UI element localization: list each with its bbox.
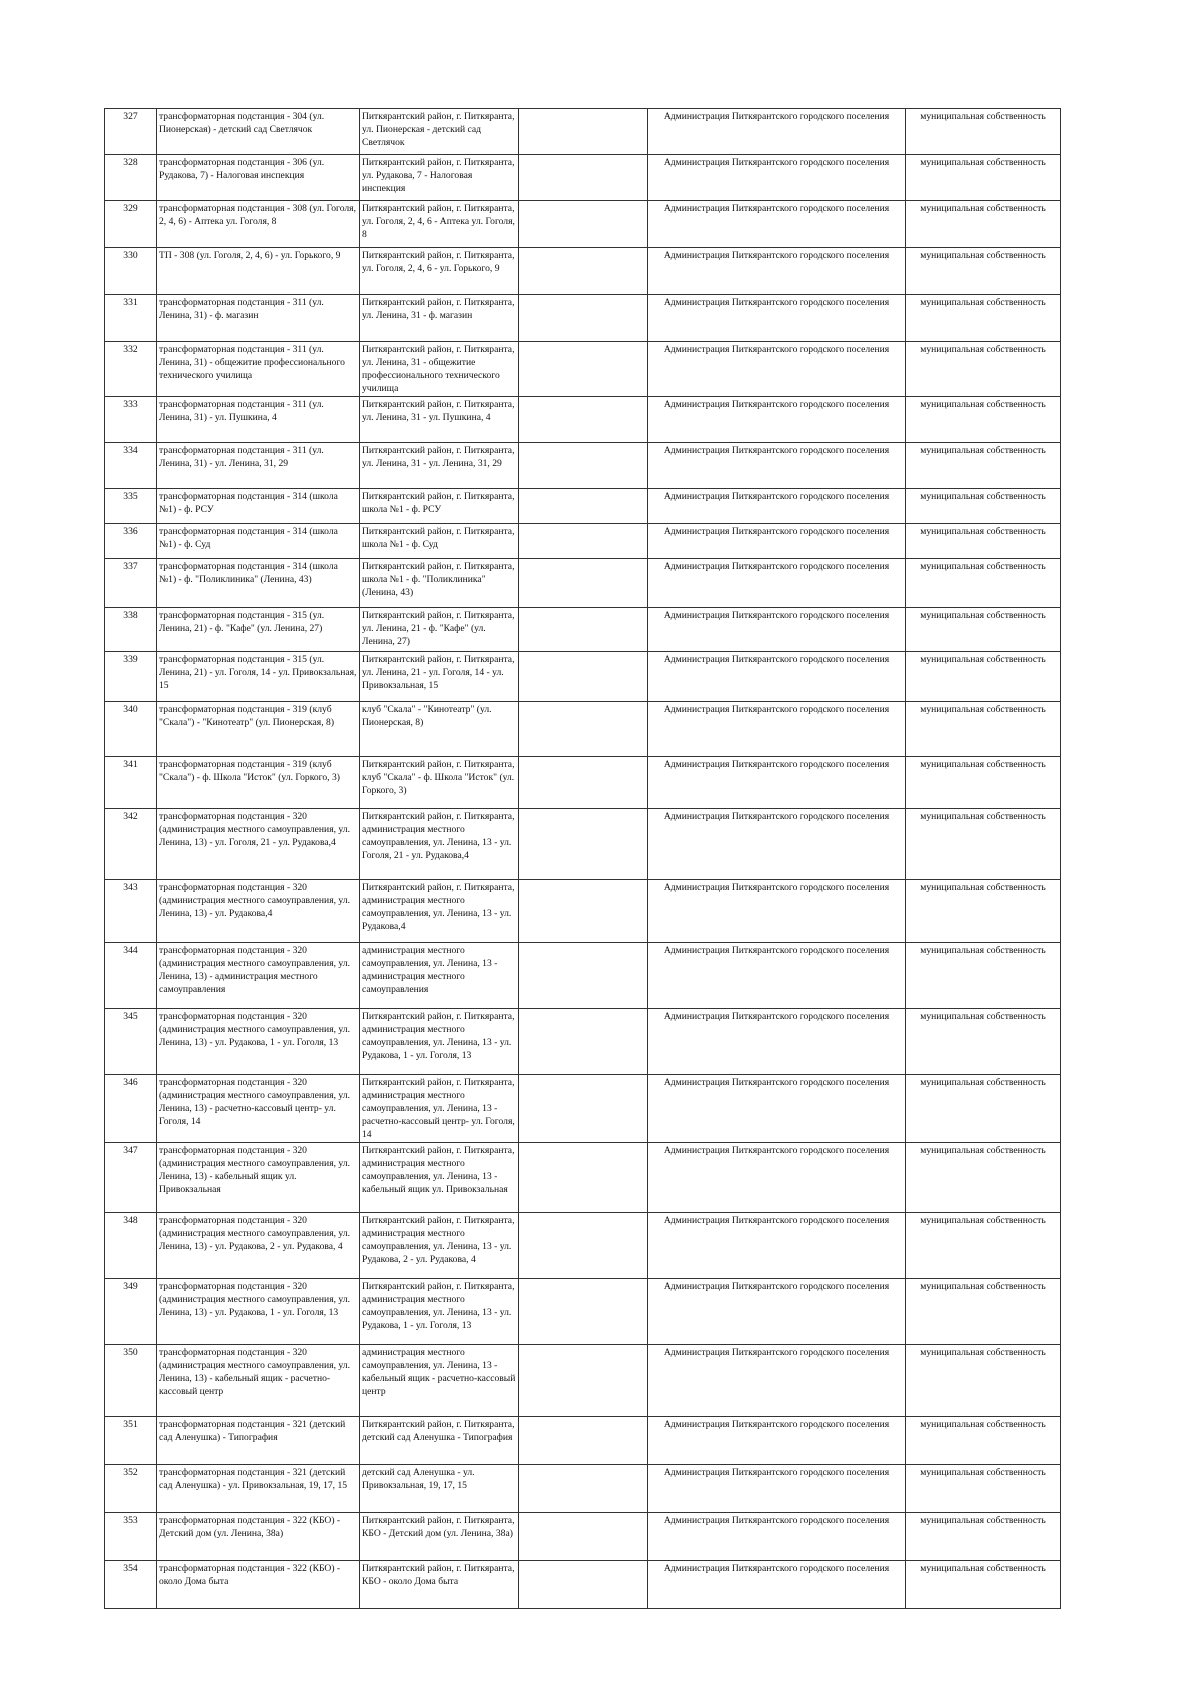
address-cell: Питкярантский район, г. Питкяранта, администрация местного самоуправления, ул. Ленина, 13 - ул. Рудакова, 2 - ул. Рудакова, 4	[360, 1213, 519, 1279]
empty-cell	[519, 943, 648, 1009]
object-name-cell: трансформаторная подстанция - 320 (администрация местного самоуправления, ул. Ленина, 13) - администрация местного самоуправления	[157, 943, 360, 1009]
address-cell: Питкярантский район, г. Питкяранта, ул. Рудакова, 7 - Налоговая инспекция	[360, 155, 519, 201]
ownership-type-cell: муниципальная собственность	[906, 1213, 1061, 1279]
empty-cell	[519, 1513, 648, 1561]
object-name-cell: трансформаторная подстанция - 322 (КБО) - около Дома быта	[157, 1561, 360, 1609]
ownership-type-cell: муниципальная собственность	[906, 109, 1061, 155]
object-name-cell: трансформаторная подстанция - 320 (администрация местного самоуправления, ул. Ленина, 13) - ул. Рудакова, 1 - ул. Гоголя, 13	[157, 1009, 360, 1075]
owner-cell: Администрация Питкярантского городского поселения	[648, 342, 906, 397]
table-row	[105, 295, 1061, 342]
empty-cell	[519, 109, 648, 155]
table-row	[105, 1345, 1061, 1417]
object-name-cell: трансформаторная подстанция - 320 (администрация местного самоуправления, ул. Ленина, 13) - ул. Рудакова, 1 - ул. Гоголя, 13	[157, 1279, 360, 1345]
ownership-type-cell: муниципальная собственность	[906, 880, 1061, 943]
address-cell: Питкярантский район, г. Питкяранта, школа №1 - ф. РСУ	[360, 489, 519, 524]
object-name-cell: трансформаторная подстанция - 322 (КБО) - Детский дом (ул. Ленина, 38а)	[157, 1513, 360, 1561]
owner-cell: Администрация Питкярантского городского поселения	[648, 1075, 906, 1143]
row-number: 344	[105, 943, 157, 1009]
address-cell: Питкярантский район, г. Питкяранта, ул. Ленина, 31 - ул. Пушкина, 4	[360, 397, 519, 443]
table-row	[105, 109, 1061, 155]
ownership-type-cell: муниципальная собственность	[906, 757, 1061, 809]
address-cell: администрация местного самоуправления, ул. Ленина, 13 - администрация местного самоуправления	[360, 943, 519, 1009]
object-name-cell: трансформаторная подстанция - 319 (клуб "Скала") - ф. Школа "Исток" (ул. Горкого, 3)	[157, 757, 360, 809]
owner-cell: Администрация Питкярантского городского поселения	[648, 880, 906, 943]
ownership-type-cell: муниципальная собственность	[906, 1143, 1061, 1213]
owner-cell: Администрация Питкярантского городского поселения	[648, 1279, 906, 1345]
table-row	[105, 248, 1061, 295]
ownership-type-cell: муниципальная собственность	[906, 524, 1061, 559]
row-number: 336	[105, 524, 157, 559]
object-name-cell: трансформаторная подстанция - 304 (ул. Пионерская) - детский сад Светлячок	[157, 109, 360, 155]
empty-cell	[519, 1279, 648, 1345]
object-name-cell: трансформаторная подстанция - 311 (ул. Ленина, 31) - ул. Пушкина, 4	[157, 397, 360, 443]
empty-cell	[519, 1075, 648, 1143]
row-number: 354	[105, 1561, 157, 1609]
empty-cell	[519, 809, 648, 880]
table-row	[105, 943, 1061, 1009]
table-row	[105, 1561, 1061, 1609]
ownership-type-cell: муниципальная собственность	[906, 1513, 1061, 1561]
empty-cell	[519, 608, 648, 652]
table-row	[105, 1075, 1061, 1143]
owner-cell: Администрация Питкярантского городского поселения	[648, 1213, 906, 1279]
owner-cell: Администрация Питкярантского городского поселения	[648, 443, 906, 489]
object-name-cell: трансформаторная подстанция - 320 (администрация местного самоуправления, ул. Ленина, 13) - ул. Рудакова,4	[157, 880, 360, 943]
ownership-type-cell: муниципальная собственность	[906, 397, 1061, 443]
ownership-type-cell: муниципальная собственность	[906, 489, 1061, 524]
empty-cell	[519, 702, 648, 757]
owner-cell: Администрация Питкярантского городского поселения	[648, 1345, 906, 1417]
address-cell: Питкярантский район, г. Питкяранта, ул. Ленина, 21 - ул. Гоголя, 14 - ул. Привокзальная, 15	[360, 652, 519, 702]
owner-cell: Администрация Питкярантского городского поселения	[648, 155, 906, 201]
row-number: 343	[105, 880, 157, 943]
object-name-cell: трансформаторная подстанция - 308 (ул. Гоголя, 2, 4, 6) - Аптека ул. Гоголя, 8	[157, 201, 360, 248]
row-number: 341	[105, 757, 157, 809]
empty-cell	[519, 1561, 648, 1609]
table-row	[105, 702, 1061, 757]
table-row	[105, 1465, 1061, 1513]
empty-cell	[519, 1009, 648, 1075]
empty-cell	[519, 880, 648, 943]
row-number: 327	[105, 109, 157, 155]
ownership-type-cell: муниципальная собственность	[906, 201, 1061, 248]
table-row	[105, 1279, 1061, 1345]
owner-cell: Администрация Питкярантского городского поселения	[648, 702, 906, 757]
row-number: 347	[105, 1143, 157, 1213]
row-number: 333	[105, 397, 157, 443]
ownership-type-cell: муниципальная собственность	[906, 1075, 1061, 1143]
object-name-cell: трансформаторная подстанция - 320 (администрация местного самоуправления, ул. Ленина, 13) - кабельный ящик - расчетно-кассовый центр	[157, 1345, 360, 1417]
row-number: 345	[105, 1009, 157, 1075]
owner-cell: Администрация Питкярантского городского поселения	[648, 1465, 906, 1513]
table-row	[105, 1213, 1061, 1279]
table-row	[105, 1009, 1061, 1075]
row-number: 339	[105, 652, 157, 702]
row-number: 338	[105, 608, 157, 652]
object-name-cell: трансформаторная подстанция - 314 (школа №1) - ф. "Поликлиника" (Ленина, 43)	[157, 559, 360, 608]
table-row	[105, 489, 1061, 524]
empty-cell	[519, 1345, 648, 1417]
owner-cell: Администрация Питкярантского городского поселения	[648, 652, 906, 702]
address-cell: Питкярантский район, г. Питкяранта, администрация местного самоуправления, ул. Ленина, 13 - ул. Гоголя, 21 - ул. Рудакова,4	[360, 809, 519, 880]
owner-cell: Администрация Питкярантского городского поселения	[648, 1143, 906, 1213]
row-number: 335	[105, 489, 157, 524]
row-number: 352	[105, 1465, 157, 1513]
address-cell: Питкярантский район, г. Питкяранта, КБО - Детский дом (ул. Ленина, 38а)	[360, 1513, 519, 1561]
owner-cell: Администрация Питкярантского городского поселения	[648, 397, 906, 443]
owner-cell: Администрация Питкярантского городского поселения	[648, 1009, 906, 1075]
registry-table-body	[105, 109, 1061, 1609]
object-name-cell: трансформаторная подстанция - 311 (ул. Ленина, 31) - ул. Ленина, 31, 29	[157, 443, 360, 489]
ownership-type-cell: муниципальная собственность	[906, 1417, 1061, 1465]
object-name-cell: трансформаторная подстанция - 320 (администрация местного самоуправления, ул. Ленина, 13) - ул. Рудакова, 2 - ул. Рудакова, 4	[157, 1213, 360, 1279]
owner-cell: Администрация Питкярантского городского поселения	[648, 1561, 906, 1609]
ownership-type-cell: муниципальная собственность	[906, 443, 1061, 489]
empty-cell	[519, 1213, 648, 1279]
address-cell: Питкярантский район, г. Питкяранта, ул. Ленина, 21 - ф. "Кафе" (ул. Ленина, 27)	[360, 608, 519, 652]
object-name-cell: трансформаторная подстанция - 311 (ул. Ленина, 31) - ф. магазин	[157, 295, 360, 342]
row-number: 329	[105, 201, 157, 248]
ownership-type-cell: муниципальная собственность	[906, 1009, 1061, 1075]
row-number: 348	[105, 1213, 157, 1279]
ownership-type-cell: муниципальная собственность	[906, 155, 1061, 201]
ownership-type-cell: муниципальная собственность	[906, 702, 1061, 757]
owner-cell: Администрация Питкярантского городского поселения	[648, 109, 906, 155]
row-number: 346	[105, 1075, 157, 1143]
row-number: 332	[105, 342, 157, 397]
object-name-cell: трансформаторная подстанция - 311 (ул. Ленина, 31) - общежитие профессионального технического училища	[157, 342, 360, 397]
object-name-cell: трансформаторная подстанция - 315 (ул. Ленина, 21) - ф. "Кафе" (ул. Ленина, 27)	[157, 608, 360, 652]
table-row	[105, 201, 1061, 248]
object-name-cell: трансформаторная подстанция - 306 (ул. Рудакова, 7) - Налоговая инспекция	[157, 155, 360, 201]
ownership-type-cell: муниципальная собственность	[906, 1279, 1061, 1345]
address-cell: Питкярантский район, г. Питкяранта, администрация местного самоуправления, ул. Ленина, 13 - ул. Рудакова, 1 - ул. Гоголя, 13	[360, 1279, 519, 1345]
object-name-cell: трансформаторная подстанция - 320 (администрация местного самоуправления, ул. Ленина, 13) - ул. Гоголя, 21 - ул. Рудакова,4	[157, 809, 360, 880]
address-cell: Питкярантский район, г. Питкяранта, ул. Пионерская - детский сад Светлячок	[360, 109, 519, 155]
address-cell: Питкярантский район, г. Питкяранта, ул. Ленина, 31 - ф. магазин	[360, 295, 519, 342]
ownership-type-cell: муниципальная собственность	[906, 943, 1061, 1009]
table-row	[105, 608, 1061, 652]
owner-cell: Администрация Питкярантского городского поселения	[648, 489, 906, 524]
ownership-type-cell: муниципальная собственность	[906, 652, 1061, 702]
owner-cell: Администрация Питкярантского городского поселения	[648, 608, 906, 652]
row-number: 349	[105, 1279, 157, 1345]
table-row	[105, 1417, 1061, 1465]
owner-cell: Администрация Питкярантского городского поселения	[648, 757, 906, 809]
table-row	[105, 1513, 1061, 1561]
owner-cell: Администрация Питкярантского городского поселения	[648, 559, 906, 608]
address-cell: Питкярантский район, г. Питкяранта, ул. Гоголя, 2, 4, 6 - ул. Горького, 9	[360, 248, 519, 295]
empty-cell	[519, 489, 648, 524]
owner-cell: Администрация Питкярантского городского поселения	[648, 1417, 906, 1465]
object-name-cell: трансформаторная подстанция - 319 (клуб "Скала") - "Кинотеатр" (ул. Пионерская, 8)	[157, 702, 360, 757]
owner-cell: Администрация Питкярантского городского поселения	[648, 1513, 906, 1561]
row-number: 328	[105, 155, 157, 201]
ownership-type-cell: муниципальная собственность	[906, 1465, 1061, 1513]
table-row	[105, 1143, 1061, 1213]
empty-cell	[519, 1417, 648, 1465]
row-number: 351	[105, 1417, 157, 1465]
ownership-type-cell: муниципальная собственность	[906, 248, 1061, 295]
row-number: 330	[105, 248, 157, 295]
row-number: 353	[105, 1513, 157, 1561]
ownership-type-cell: муниципальная собственность	[906, 1561, 1061, 1609]
object-name-cell: трансформаторная подстанция - 321 (детский сад Аленушка) - Типография	[157, 1417, 360, 1465]
property-registry-table	[104, 108, 1061, 1609]
empty-cell	[519, 1465, 648, 1513]
ownership-type-cell: муниципальная собственность	[906, 1345, 1061, 1417]
address-cell: администрация местного самоуправления, ул. Ленина, 13 - кабельный ящик - расчетно-кассовый центр	[360, 1345, 519, 1417]
object-name-cell: трансформаторная подстанция - 314 (школа №1) - ф. Суд	[157, 524, 360, 559]
empty-cell	[519, 524, 648, 559]
table-row	[105, 524, 1061, 559]
table-row	[105, 559, 1061, 608]
empty-cell	[519, 757, 648, 809]
table-row	[105, 397, 1061, 443]
empty-cell	[519, 295, 648, 342]
owner-cell: Администрация Питкярантского городского поселения	[648, 248, 906, 295]
address-cell: клуб "Скала" - "Кинотеатр" (ул. Пионерская, 8)	[360, 702, 519, 757]
empty-cell	[519, 1143, 648, 1213]
address-cell: Питкярантский район, г. Питкяранта, детский сад Аленушка - Типография	[360, 1417, 519, 1465]
empty-cell	[519, 155, 648, 201]
address-cell: Питкярантский район, г. Питкяранта, школа №1 - ф. Суд	[360, 524, 519, 559]
row-number: 334	[105, 443, 157, 489]
object-name-cell: трансформаторная подстанция - 321 (детский сад Аленушка) - ул. Привокзальная, 19, 17, 15	[157, 1465, 360, 1513]
address-cell: Питкярантский район, г. Питкяранта, ул. Гоголя, 2, 4, 6 - Аптека ул. Гоголя, 8	[360, 201, 519, 248]
owner-cell: Администрация Питкярантского городского поселения	[648, 201, 906, 248]
table-row	[105, 155, 1061, 201]
object-name-cell: трансформаторная подстанция - 320 (администрация местного самоуправления, ул. Ленина, 13) - кабельный ящик ул. Привокзальная	[157, 1143, 360, 1213]
owner-cell: Администрация Питкярантского городского поселения	[648, 524, 906, 559]
address-cell: Питкярантский район, г. Питкяранта, администрация местного самоуправления, ул. Ленина, 13 - расчетно-кассовый центр- ул. Гоголя, 14	[360, 1075, 519, 1143]
address-cell: Питкярантский район, г. Питкяранта, ул. Ленина, 31 - ул. Ленина, 31, 29	[360, 443, 519, 489]
empty-cell	[519, 201, 648, 248]
empty-cell	[519, 443, 648, 489]
ownership-type-cell: муниципальная собственность	[906, 559, 1061, 608]
object-name-cell: трансформаторная подстанция - 320 (администрация местного самоуправления, ул. Ленина, 13) - расчетно-кассовый центр- ул. Гоголя, 14	[157, 1075, 360, 1143]
owner-cell: Администрация Питкярантского городского поселения	[648, 943, 906, 1009]
owner-cell: Администрация Питкярантского городского поселения	[648, 295, 906, 342]
table-row	[105, 809, 1061, 880]
empty-cell	[519, 652, 648, 702]
address-cell: Питкярантский район, г. Питкяранта, ул. Ленина, 31 - общежитие профессионального технического училища	[360, 342, 519, 397]
ownership-type-cell: муниципальная собственность	[906, 809, 1061, 880]
ownership-type-cell: муниципальная собственность	[906, 608, 1061, 652]
row-number: 340	[105, 702, 157, 757]
address-cell: Питкярантский район, г. Питкяранта, администрация местного самоуправления, ул. Ленина, 13 - ул. Рудакова, 1 - ул. Гоголя, 13	[360, 1009, 519, 1075]
address-cell: Питкярантский район, г. Питкяранта, школа №1 - ф. "Поликлиника" (Ленина, 43)	[360, 559, 519, 608]
empty-cell	[519, 559, 648, 608]
ownership-type-cell: муниципальная собственность	[906, 342, 1061, 397]
table-row	[105, 652, 1061, 702]
table-row	[105, 757, 1061, 809]
address-cell: детский сад Аленушка - ул. Привокзальная, 19, 17, 15	[360, 1465, 519, 1513]
row-number: 337	[105, 559, 157, 608]
empty-cell	[519, 397, 648, 443]
address-cell: Питкярантский район, г. Питкяранта, клуб "Скала" - ф. Школа "Исток" (ул. Горкого, 3)	[360, 757, 519, 809]
address-cell: Питкярантский район, г. Питкяранта, администрация местного самоуправления, ул. Ленина, 13 - ул. Рудакова,4	[360, 880, 519, 943]
row-number: 350	[105, 1345, 157, 1417]
ownership-type-cell: муниципальная собственность	[906, 295, 1061, 342]
owner-cell: Администрация Питкярантского городского поселения	[648, 809, 906, 880]
row-number: 342	[105, 809, 157, 880]
object-name-cell: ТП - 308 (ул. Гоголя, 2, 4, 6) - ул. Горького, 9	[157, 248, 360, 295]
empty-cell	[519, 342, 648, 397]
address-cell: Питкярантский район, г. Питкяранта, КБО - около Дома быта	[360, 1561, 519, 1609]
table-row	[105, 342, 1061, 397]
empty-cell	[519, 248, 648, 295]
table-row	[105, 880, 1061, 943]
address-cell: Питкярантский район, г. Питкяранта, администрация местного самоуправления, ул. Ленина, 13 - кабельный ящик ул. Привокзальная	[360, 1143, 519, 1213]
row-number: 331	[105, 295, 157, 342]
object-name-cell: трансформаторная подстанция - 315 (ул. Ленина, 21) - ул. Гоголя, 14 - ул. Привокзальная, 15	[157, 652, 360, 702]
object-name-cell: трансформаторная подстанция - 314 (школа №1) - ф. РСУ	[157, 489, 360, 524]
table-row	[105, 443, 1061, 489]
